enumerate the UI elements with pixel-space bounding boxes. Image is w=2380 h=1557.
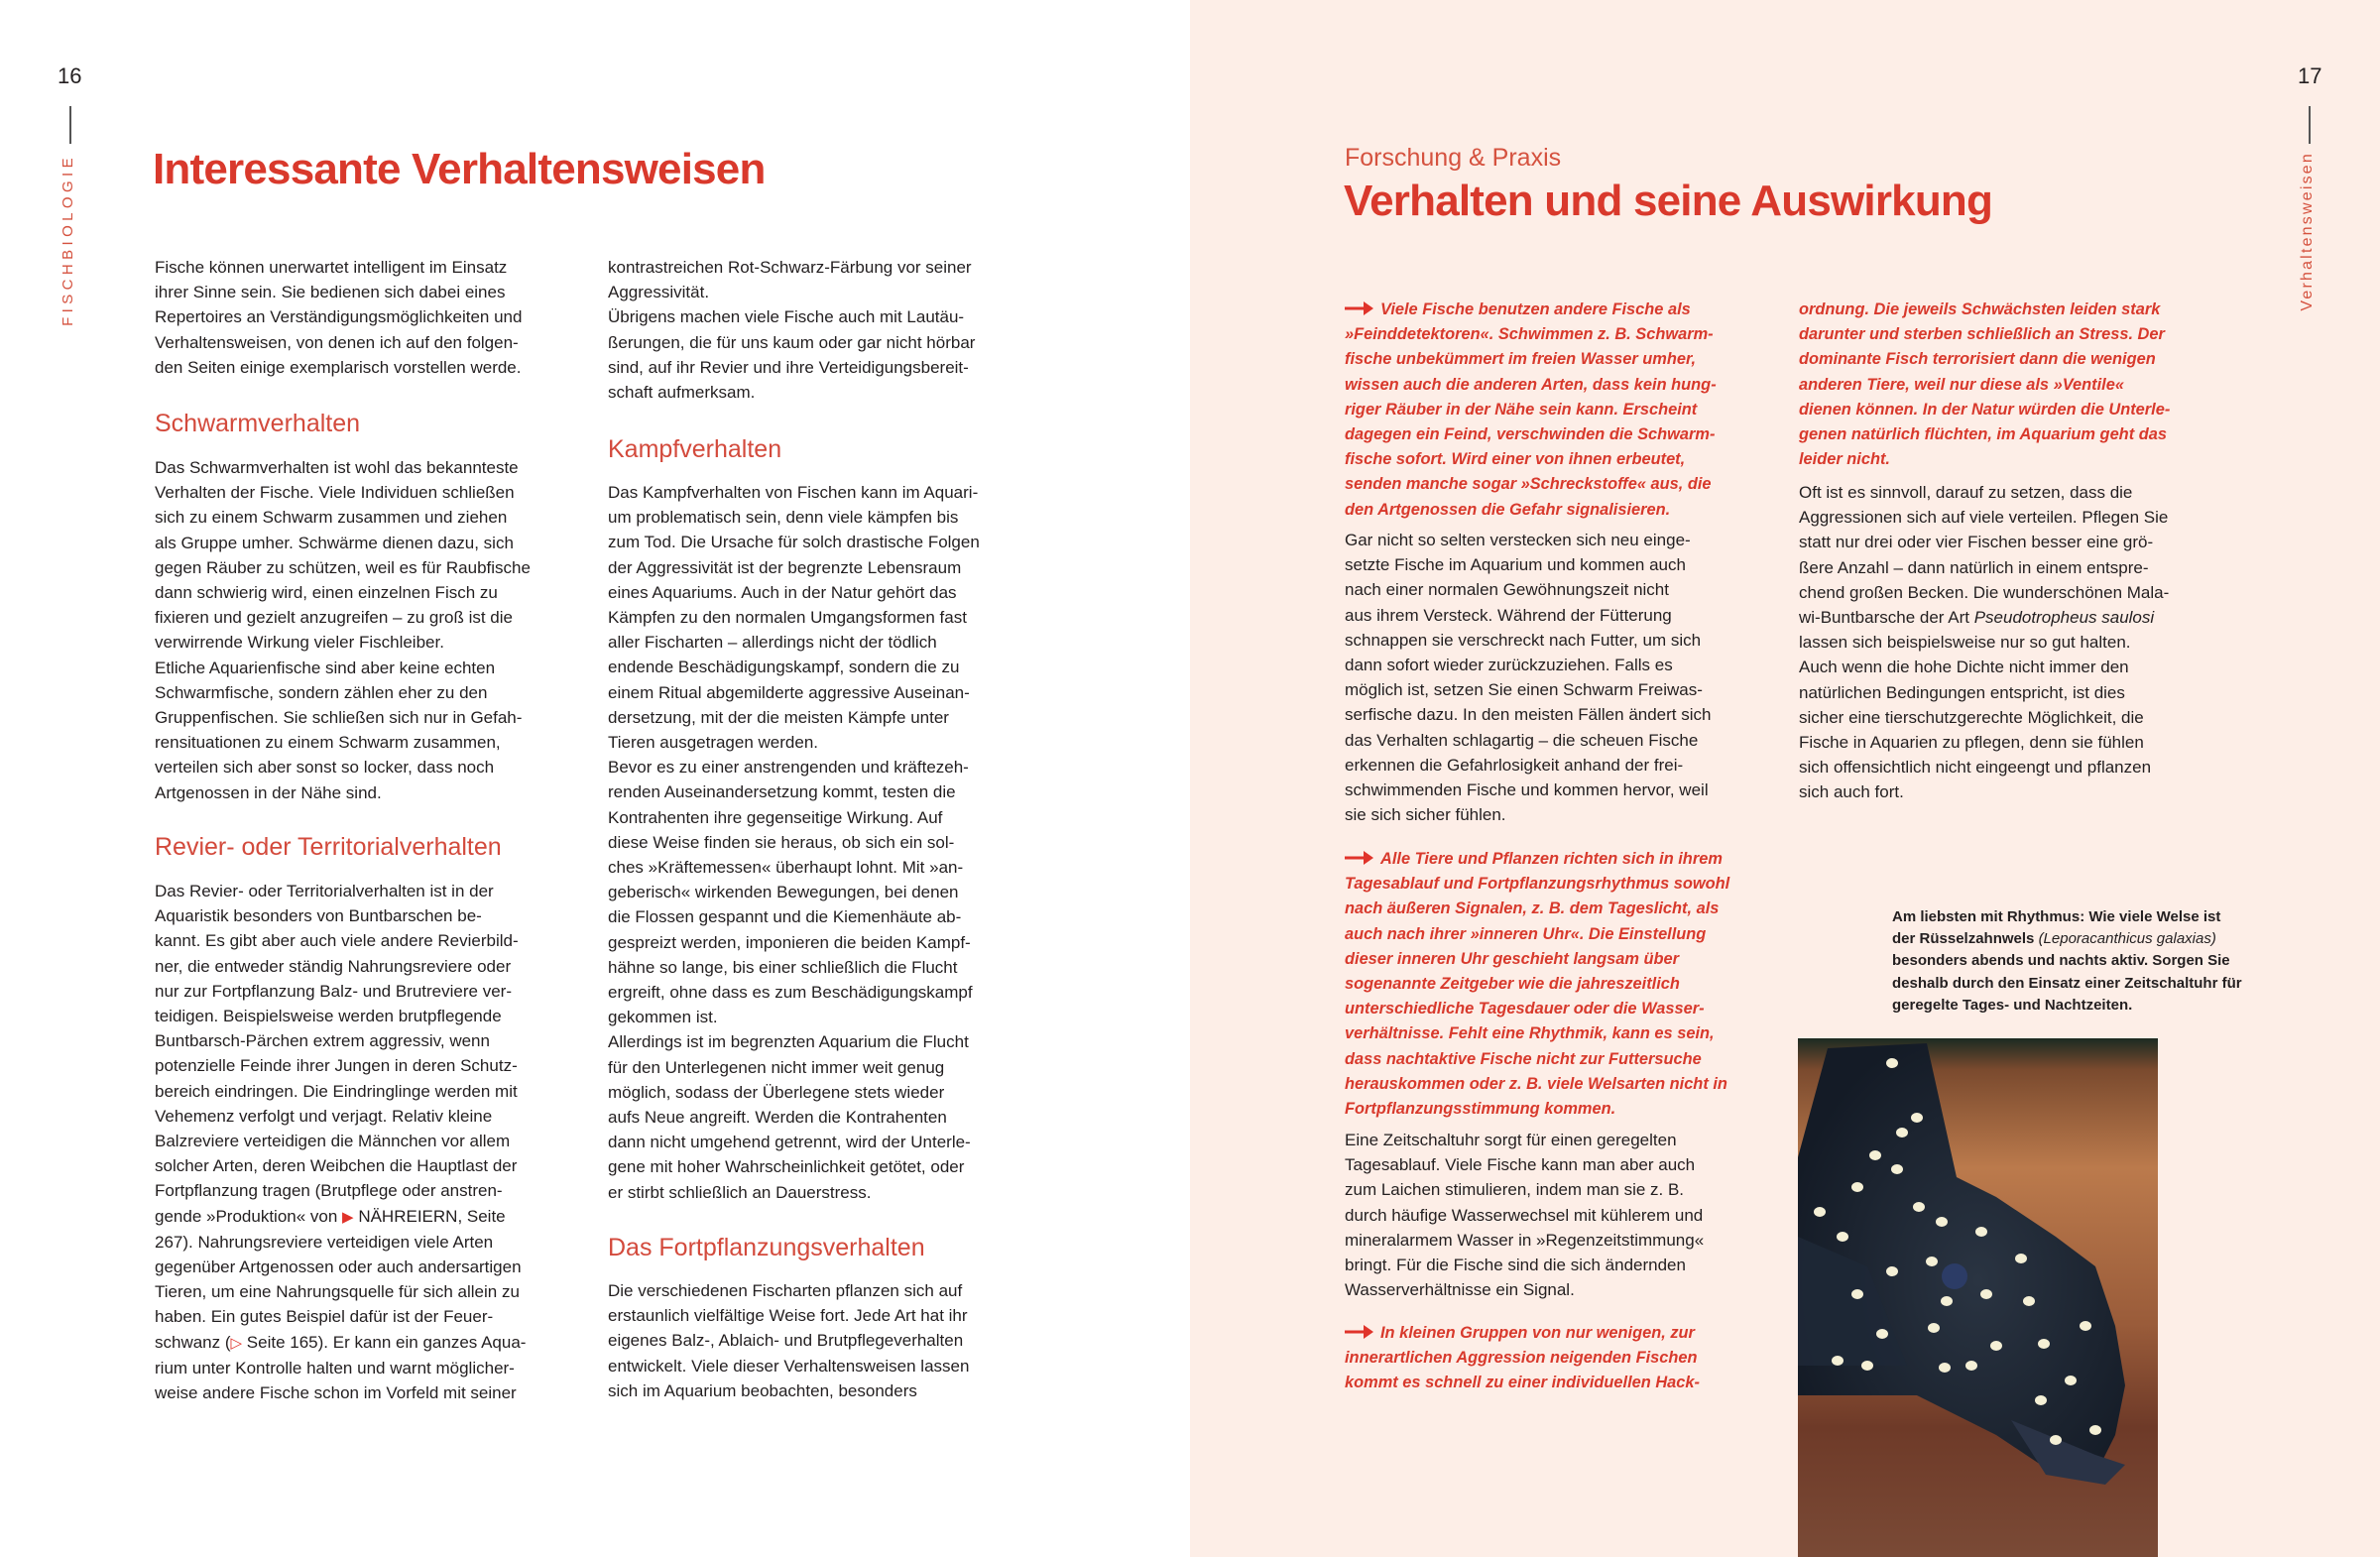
text-line: nach äußeren Signalen, z. B. dem Tageslicht, als	[1345, 899, 1720, 918]
text-line: ßerungen, die für uns kaum oder gar nicht hörbar	[608, 332, 976, 352]
text-line: bereich eindringen. Die Eindringlinge werden mit	[155, 1081, 518, 1101]
text-line: Repertoires an Verständigungsmöglichkeiten und	[155, 307, 523, 327]
text-line: verteilen sich aber sonst so locker, dass noch	[155, 758, 495, 778]
text-line: er stirbt schließlich an Dauerstress.	[608, 1182, 872, 1202]
text-line: anderen Tiere, weil nur diese als »Ventile«	[1799, 375, 2124, 394]
text-line: ihrer Sinne sein. Sie bedienen sich dabei eines	[155, 283, 506, 302]
text-segment: wi-Buntbarsche der Art	[1799, 608, 1974, 628]
paragraph	[1799, 480, 2169, 805]
fish-spot	[1851, 1182, 1863, 1192]
text-line: dienen können. In der Natur würden die Unterle-	[1799, 400, 2171, 419]
text-line: sie sich sicher fühlen.	[1345, 805, 1506, 825]
text-line	[1892, 928, 2242, 950]
text-line: dominante Fisch terrorisiert dann die wenigen	[1799, 350, 2156, 369]
paragraph	[155, 879, 526, 1405]
text-line: Kämpfen zu den normalen Umgangsformen fast	[608, 608, 967, 628]
text-line: dann nicht umgehend getrennt, wird der Unterle-	[608, 1133, 971, 1152]
text-line: Eine Zeitschaltuhr sorgt für einen geregelten	[1345, 1131, 1677, 1149]
text-segment: NÄHREIERN, Seite	[353, 1206, 506, 1226]
text-line: Aggressivität.	[608, 283, 710, 302]
text-line: Aquaristik besonders von Buntbarschen be-	[155, 906, 482, 926]
text-line: Das Schwarmverhalten ist wohl das bekannteste	[155, 458, 519, 477]
text-line: Das Fortpflanzungsverhalten	[608, 1234, 925, 1261]
text-line: der Aggressivität ist der begrenzte Lebensraum	[608, 557, 962, 577]
page-title-left: Interessante Verhaltensweisen	[153, 145, 766, 193]
text-line: mineralarmem Wasser in »Regenzeitstimmung«	[1345, 1230, 1705, 1250]
fish-spot	[2089, 1425, 2101, 1435]
fish-spot	[2038, 1339, 2050, 1349]
highlight-paragraph	[1799, 298, 2170, 472]
text-line: Balzreviere verteidigen die Männchen vor allem	[155, 1132, 511, 1151]
fish-spot	[2065, 1376, 2077, 1385]
text-line: weise andere Fische schon im Vorfeld mit seiner	[155, 1383, 517, 1403]
text-line: Gruppenfischen. Sie schließen sich nur in Gefah-	[155, 708, 523, 728]
text-line: sogenannte Zeitgeber wie die jahreszeitlich	[1345, 975, 1680, 994]
text-line: dann schwierig wird, einen einzelnen Fisch zu	[155, 583, 498, 603]
text-line: dagegen ein Feind, verschwinden die Schwarm-	[1345, 425, 1716, 444]
text-line: Das Revier- oder Territorialverhalten ist in der	[155, 882, 494, 900]
text-line: verhältnisse. Fehlt eine Rhythmik, kann es sein,	[1345, 1024, 1715, 1043]
text-line: leider nicht.	[1799, 450, 1890, 469]
text-line: ßere Anzahl – dann natürlich in einem entspre-	[1799, 557, 2149, 577]
text-line: rium unter Kontrolle halten und warnt möglicher-	[155, 1358, 515, 1377]
divider	[69, 106, 71, 144]
highlight-paragraph	[1345, 847, 1729, 1122]
fish-spot	[1980, 1289, 1992, 1299]
text-line: riger Räuber in der Nähe sein kann. Erscheint	[1345, 400, 1698, 419]
text-line: eigenes Balz-, Ablaich- und Brutpflegeverhalten	[608, 1331, 964, 1351]
text-line: eines Aquariums. Auch in der Natur gehört das	[608, 582, 957, 602]
text-line: darunter und sterben schließlich an Stress. Der	[1799, 325, 2165, 344]
catfish-photo	[1798, 1038, 2158, 1557]
text-line: diese Weise finden sie heraus, ob sich ein sol-	[608, 832, 955, 852]
fish-spot	[1936, 1217, 1948, 1227]
text-line: Tieren, um eine Nahrungsquelle für sich allein zu	[155, 1282, 520, 1302]
text-line: möglich, sodass der Überlegene stets wieder	[608, 1082, 945, 1102]
fish-spot	[1926, 1257, 1938, 1266]
text-line: zum Tod. Die Ursache für solch drastische Folgen	[608, 533, 980, 552]
text-line: Am liebsten mit Rhythmus: Wie viele Welse ist	[1892, 908, 2221, 925]
text-line: Schwarmfische, sondern zählen eher zu den	[155, 682, 488, 702]
fish-spot	[2015, 1254, 2027, 1263]
section-label-right: Verhaltensweisen	[2299, 152, 2316, 311]
text-line: 267). Nahrungsreviere verteidigen viele Arten	[155, 1232, 494, 1252]
fish-spot	[1941, 1296, 1953, 1306]
text-line: Tagesablauf. Viele Fische kann man aber auch	[1345, 1155, 1696, 1175]
text-line: das Verhalten schlagartig – die scheuen Fische	[1345, 730, 1699, 750]
divider	[2309, 106, 2311, 144]
page-number-right: 17	[2298, 63, 2322, 88]
fish-spot	[1891, 1164, 1903, 1174]
text-line: dass nachtaktive Fische nicht zur Futtersuche	[1345, 1049, 1702, 1068]
fish-spot	[1851, 1289, 1863, 1299]
text-line: ergreift, ohne dass es zum Beschädigungskampf	[608, 983, 973, 1003]
page-number-left: 16	[58, 63, 82, 88]
fish-spot	[1896, 1128, 1908, 1138]
text-line: Buntbarsch-Pärchen extrem aggressiv, wenn	[155, 1031, 490, 1051]
text-line: Schwarmverhalten	[155, 410, 361, 437]
text-line: geberisch« wirkenden Bewegungen, bei denen	[608, 883, 959, 902]
fish-spot	[1913, 1202, 1925, 1212]
text-segment: gende »Produktion« von	[155, 1206, 343, 1226]
text-line: schnappen sie verschreckt nach Futter, um sich	[1345, 630, 1702, 650]
section-label-left: FISCHBIOLOGIE	[60, 154, 76, 326]
text-line: nur zur Fortpflanzung Balz- und Brutreviere ver-	[155, 981, 512, 1001]
text-line: chend großen Becken. Die wunderschönen Mala-	[1799, 582, 2170, 602]
highlight-paragraph	[1345, 1321, 1700, 1396]
text-line: aller Fischarten – allerdings nicht der tödlich	[608, 633, 937, 653]
fish-spot	[1886, 1058, 1898, 1068]
text-line: deshalb durch den Einsatz einer Zeitschaltuhr für	[1892, 974, 2242, 992]
text-line: bringt. Für die Fische sind die sich ändernden	[1345, 1256, 1686, 1275]
text-line: unterschiedliche Tagesdauer oder die Wasser-	[1345, 1000, 1705, 1018]
section-heading	[608, 1233, 925, 1262]
text-line: durch häufige Wasserwechsel mit kühlerem und	[1345, 1205, 1704, 1225]
text-line: endende Beschädigungskampf, sondern die zu	[608, 658, 960, 677]
fish-spot	[1975, 1227, 1987, 1237]
fish-spot	[1861, 1361, 1873, 1371]
catfish-image	[1798, 1038, 2158, 1557]
text-line: Etliche Aquarienfische sind aber keine echten	[155, 658, 496, 677]
fish-spot	[2080, 1321, 2091, 1331]
text-line: Fortpflanzungsstimmung kommen.	[1345, 1100, 1616, 1119]
fish-spot	[1928, 1323, 1940, 1333]
paragraph	[608, 255, 975, 405]
text-line: herauskommen oder z. B. viele Welsarten nicht in	[1345, 1074, 1727, 1093]
triangle-right-outline-icon: ▷	[230, 1334, 243, 1352]
text-line: erstaunlich vielfältige Weise fort. Jede Art hat ihr	[608, 1306, 968, 1326]
italic-term: Pseudotropheus saulosi	[1973, 608, 2155, 628]
text-line: renden Auseinandersetzung kommt, testen die	[608, 782, 956, 802]
fish-spot	[1837, 1232, 1848, 1242]
italic-term: (Leporacanthicus galaxias)	[2038, 930, 2216, 948]
text-line: Übrigens machen viele Fische auch mit Lautäu-	[608, 307, 965, 327]
text-line: gene mit hoher Wahrscheinlichkeit getötet, oder	[608, 1157, 965, 1177]
text-segment: In kleinen Gruppen von nur wenigen, zur	[1380, 1324, 1695, 1342]
text-line: kontrastreichen Rot-Schwarz-Färbung vor seiner	[608, 258, 972, 277]
fish-spot	[2023, 1296, 2035, 1306]
photo-caption	[1892, 906, 2242, 1017]
text-line: natürlichen Bedingungen entspricht, ist dies	[1799, 682, 2125, 702]
text-line: besonders abends und nachts aktiv. Sorgen Sie	[1892, 952, 2230, 970]
text-line: für den Unterlegenen nicht immer weit genug	[608, 1057, 945, 1077]
text-line: um problematisch sein, denn viele kämpfen bis	[608, 508, 959, 528]
fish-spot	[1990, 1341, 2002, 1351]
text-line: als Gruppe umher. Schwärme dienen dazu, sich	[155, 533, 514, 552]
text-line: Vehemenz verfolgt und verjagt. Relativ kleine	[155, 1106, 493, 1126]
section-heading	[608, 434, 781, 464]
text-line: dieser inneren Uhr geschieht langsam über	[1345, 949, 1680, 968]
text-line: Das Kampfverhalten von Fischen kann im Aquari-	[608, 483, 979, 502]
text-line: fixieren und gezielt anzugreifen – zu groß ist die	[155, 608, 513, 628]
text-line	[1345, 1321, 1700, 1346]
section-heading	[155, 832, 502, 862]
arrow-right-icon	[1345, 300, 1380, 318]
text-line: Aggressionen sich auf viele verteilen. Pflegen Sie	[1799, 508, 2169, 528]
text-line: gegen Räuber zu schützen, weil es für Raubfische	[155, 557, 531, 577]
arrow-right-icon	[1345, 850, 1380, 868]
text-line: ordnung. Die jeweils Schwächsten leiden stark	[1799, 300, 2161, 318]
text-line: Die verschiedenen Fischarten pflanzen sich auf	[608, 1281, 963, 1300]
text-line: genen natürlich flüchten, im Aquarium geht das	[1799, 425, 2167, 444]
text-line: Verhaltensweisen, von denen ich auf den folgen-	[155, 332, 519, 352]
text-line: potenzielle Feinde ihrer Jungen in deren Schutz-	[155, 1056, 518, 1076]
text-line: Fische in Aquarien zu pflegen, denn sie fühlen	[1799, 733, 2144, 753]
text-segment: schwanz (	[155, 1332, 231, 1352]
text-line: Verhalten der Fische. Viele Individuen schließen	[155, 483, 515, 503]
text-line	[1345, 298, 1717, 322]
text-line	[155, 1204, 526, 1230]
paragraph	[1345, 528, 1711, 827]
text-line: lassen sich beispielsweise nur so gut halten.	[1799, 633, 2131, 653]
text-line: zum Laichen stimulieren, indem man sie z. B.	[1345, 1180, 1685, 1200]
text-line: nach einer normalen Gewöhnungszeit nicht	[1345, 580, 1669, 600]
text-line: sicher eine tierschutzgerechte Möglichkeit, die	[1799, 707, 2144, 727]
paragraph	[1345, 1128, 1704, 1302]
text-line: sich zu einem Schwarm zusammen und ziehen	[155, 508, 508, 528]
text-line: kommt es schnell zu einer individuellen Hack-	[1345, 1374, 1700, 1392]
text-line: solcher Arten, deren Weibchen die Hauptlast der	[155, 1156, 518, 1176]
fish-spot	[1876, 1329, 1888, 1339]
kicker: Forschung & Praxis	[1345, 144, 1562, 172]
text-line: Fische können unerwartet intelligent im Einsatz	[155, 258, 508, 277]
text-segment: der Rüsselzahnwels	[1892, 930, 2039, 948]
text-line: auch nach ihrer »inneren Uhr«. Die Einstellung	[1345, 924, 1707, 943]
fish-spot	[1814, 1207, 1826, 1217]
arrow-right-icon	[1345, 1324, 1380, 1342]
paragraph	[608, 480, 980, 1205]
text-line: hähne so lange, bis einer schließlich die Flucht	[608, 957, 958, 977]
text-line: haben. Ein gutes Beispiel dafür ist der Feuer-	[155, 1307, 494, 1327]
text-line	[155, 1330, 526, 1356]
text-line: Kampfverhalten	[608, 435, 782, 463]
text-line: Allerdings ist im begrenzten Aquarium die Flucht	[608, 1032, 969, 1052]
fish-spot	[2050, 1435, 2062, 1445]
text-line: kannt. Es gibt aber auch viele andere Revierbild-	[155, 931, 519, 951]
fish-spot	[2035, 1395, 2047, 1405]
text-line: Bevor es zu einer anstrengenden und kräftezeh-	[608, 758, 969, 778]
fish-spot	[1911, 1113, 1923, 1123]
text-line: statt nur drei oder vier Fischen besser eine grö-	[1799, 533, 2154, 552]
text-line: sich auch fort.	[1799, 782, 1904, 802]
text-line: sich offensichtlich nicht eingeengt und pflanzen	[1799, 758, 2152, 778]
text-line: die Flossen gespannt und die Kiemenhäute ab-	[608, 907, 962, 927]
text-line: schaft aufmerksam.	[608, 383, 756, 403]
text-line	[1799, 605, 2169, 630]
text-line: gekommen ist.	[608, 1008, 718, 1027]
text-line: »Feinddetektoren«. Schwimmen z. B. Schwarm-	[1345, 325, 1714, 344]
highlight-paragraph	[1345, 298, 1717, 523]
text-line: aus ihrem Versteck. Während der Fütterung	[1345, 605, 1672, 625]
text-line: erkennen die Gefahrlosigkeit anhand der frei-	[1345, 755, 1684, 775]
text-line: aufs Neue angreift. Werden die Kontrahenten	[608, 1108, 947, 1128]
text-line: serfische dazu. In den meisten Fällen ändert sich	[1345, 705, 1712, 725]
text-segment: Alle Tiere und Pflanzen richten sich in ihrem	[1380, 850, 1723, 868]
text-line: wissen auch die anderen Arten, dass kein hung-	[1345, 375, 1717, 394]
fish-spot	[1939, 1363, 1951, 1373]
text-line: entwickelt. Viele dieser Verhaltensweisen lassen	[608, 1356, 970, 1376]
triangle-right-filled-icon: ▶	[342, 1208, 354, 1226]
text-line: möglich ist, setzen Sie einen Schwarm Freiwas-	[1345, 680, 1703, 700]
text-line: dann sofort wieder zurückzuziehen. Falls es	[1345, 656, 1673, 675]
text-line: Oft ist es sinnvoll, darauf zu setzen, dass die	[1799, 483, 2133, 502]
text-line: setzte Fische im Aquarium und kommen auch	[1345, 555, 1686, 575]
text-line: Fortpflanzung tragen (Brutpflege oder anstren-	[155, 1181, 503, 1201]
fish-spot	[1869, 1150, 1881, 1160]
text-line: teidigen. Beispielsweise werden brutpflegende	[155, 1007, 502, 1026]
text-line: sich im Aquarium beobachten, besonders	[608, 1380, 917, 1400]
text-line: rensituationen zu einem Schwarm zusammen,	[155, 733, 501, 753]
text-line: ner, die entweder ständig Nahrungsreviere oder	[155, 956, 512, 976]
text-line: fische sofort. Wird einer von ihnen erbeutet,	[1345, 450, 1686, 469]
text-line: ches »Kräftemessen« überhaupt lohnt. Mit »an-	[608, 858, 964, 878]
text-line: Artgenossen in der Nähe sind.	[155, 782, 382, 802]
text-line: gegenüber Artgenossen oder auch andersartigen	[155, 1258, 522, 1277]
text-line: dersetzung, mit der die meisten Kämpfe unter	[608, 707, 949, 727]
text-line: schwimmenden Fische und kommen hervor, weil	[1345, 780, 1709, 800]
text-segment: Seite 165). Er kann ein ganzes Aqua-	[242, 1332, 527, 1352]
text-line: Tieren ausgetragen werden.	[608, 733, 819, 753]
text-segment: Viele Fische benutzen andere Fische als	[1380, 300, 1691, 318]
section-heading	[155, 409, 360, 438]
text-line: verwirrende Wirkung vieler Fischleiber.	[155, 633, 444, 653]
text-line: fische unbekümmert im freien Wasser umher,	[1345, 350, 1697, 369]
text-line: Kontrahenten ihre gegenseitige Wirkung. Auf	[608, 807, 943, 827]
text-line: den Seiten einige exemplarisch vorstellen werde.	[155, 357, 522, 377]
text-line: den Artgenossen die Gefahr signalisieren.	[1345, 500, 1671, 519]
text-line: Revier- oder Territorialverhalten	[155, 833, 502, 861]
text-line: geregelte Tages- und Nachtzeiten.	[1892, 996, 2133, 1014]
text-line: Tagesablauf und Fortpflanzungsrhythmus sowohl	[1345, 875, 1730, 894]
fish-spot	[1832, 1356, 1844, 1366]
text-line: Wasserverhältnisse ein Signal.	[1345, 1280, 1575, 1300]
paragraph	[155, 255, 522, 380]
text-line: einem Ritual abgemilderte aggressive Auseinan-	[608, 682, 970, 702]
text-line: Gar nicht so selten verstecken sich neu einge-	[1345, 531, 1691, 549]
text-line: Auch wenn die hohe Dichte nicht immer den	[1799, 658, 2129, 677]
paragraph	[608, 1278, 969, 1403]
fish-spot	[1965, 1361, 1977, 1371]
text-line	[1345, 847, 1729, 872]
text-line: innerartlichen Aggression neigenden Fischen	[1345, 1349, 1698, 1368]
page-title-right: Verhalten und seine Auswirkung	[1344, 177, 1993, 225]
paragraph	[155, 455, 531, 805]
text-line: senden manche sogar »Schreckstoffe« aus, die	[1345, 475, 1712, 494]
text-line: sind, auf ihr Revier und ihre Verteidigungsbereit-	[608, 357, 969, 377]
fish-spot	[1886, 1266, 1898, 1276]
text-line: gespreizt werden, imponieren die beiden Kampf-	[608, 932, 971, 952]
